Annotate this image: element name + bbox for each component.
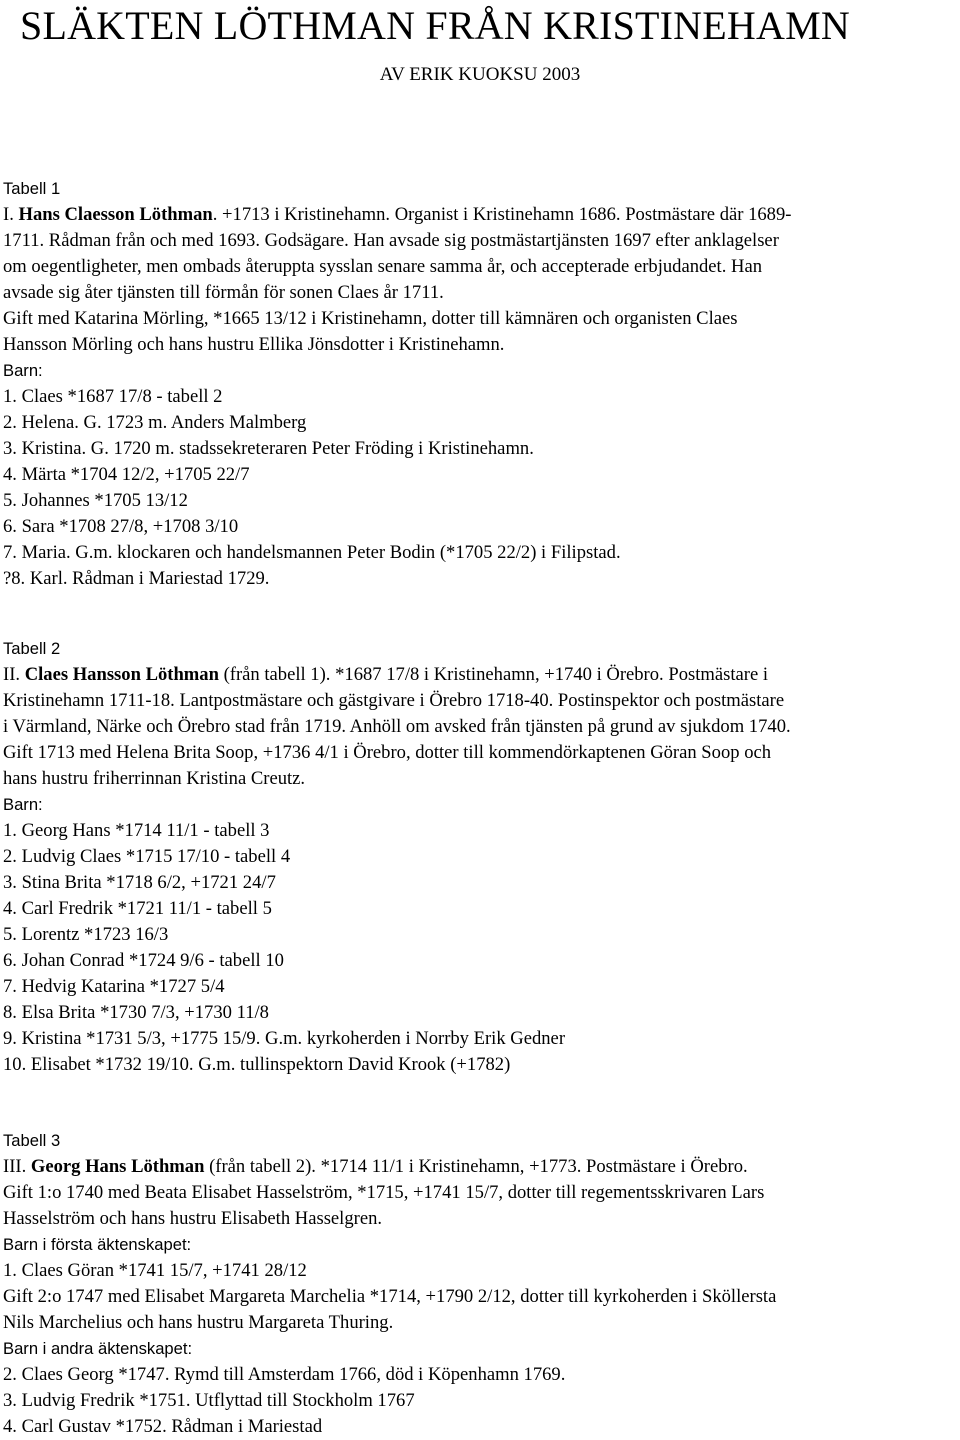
text-run: 5. Lorentz *1723 16/3 <box>3 924 169 945</box>
text-run: Tabell 3 <box>3 1131 61 1150</box>
text-run: 6. Sara *1708 27/8, +1708 3/10 <box>3 516 239 537</box>
text-run: Hansson Mörling och hans hustru Ellika Jönsdotter i Kristinehamn. <box>3 334 505 355</box>
text-run: 9. Kristina *1731 5/3, +1775 15/9. G.m. kyrkoherden i Norrby Erik Gedner <box>3 1028 566 1049</box>
text-run: III. <box>3 1156 31 1177</box>
text-line <box>3 202 956 228</box>
text-line <box>3 1388 956 1414</box>
text-run: 2. Claes Georg *1747. Rymd till Amsterdam 1766, död i Köpenhamn 1769. <box>3 1364 566 1385</box>
text-run: 8. Elsa Brita *1730 7/3, +1730 11/8 <box>3 1002 269 1023</box>
text-line <box>3 740 956 766</box>
text-run: 1. Claes *1687 17/8 - tabell 2 <box>3 386 223 407</box>
text-run: 3. Kristina. G. 1720 m. stadssekreteraren Peter Fröding i Kristinehamn. <box>3 438 534 459</box>
text-line <box>3 1414 956 1440</box>
text-line <box>3 1026 956 1052</box>
text-run: . +1713 i Kristinehamn. Organist i Kristinehamn 1686. Postmästare där 1689- <box>212 204 792 225</box>
text-line <box>3 332 956 358</box>
text-run: 4. Märta *1704 12/2, +1705 22/7 <box>3 464 250 485</box>
text-run: 3. Ludvig Fredrik *1751. Utflyttad till Stockholm 1767 <box>3 1390 415 1411</box>
text-run: i Värmland, Närke och Örebro stad från 1719. Anhöll om avsked från tjänsten på grund av sjukdom 1740. <box>3 716 791 737</box>
person-name: Hans Claesson Löthman <box>18 204 213 225</box>
text-line <box>3 792 956 818</box>
text-line <box>3 1154 956 1180</box>
text-line <box>3 462 956 488</box>
text-run: Gift 1:o 1740 med Beata Elisabet Hasselström, *1715, +1741 15/7, dotter till regementsskrivaren Lars <box>3 1182 765 1203</box>
text-line <box>3 384 956 410</box>
text-line <box>3 228 956 254</box>
text-line <box>3 844 956 870</box>
text-line <box>3 714 956 740</box>
section-tabell-2 <box>3 636 956 1078</box>
text-run: Tabell 2 <box>3 639 61 658</box>
text-line <box>3 818 956 844</box>
text-run: 10. Elisabet *1732 19/10. G.m. tullinspektorn David Krook (+1782) <box>3 1054 511 1075</box>
text-run: 1711. Rådman från och med 1693. Godsägare. Han avsade sig postmästartjänsten 1697 efter anklagelser <box>3 230 779 251</box>
text-line <box>3 358 956 384</box>
text-run: 4. Carl Gustav *1752. Rådman i Mariestad <box>3 1416 323 1437</box>
text-line <box>3 922 956 948</box>
text-run: Barn: <box>3 361 43 380</box>
text-run: 1. Claes Göran *1741 15/7, +1741 28/12 <box>3 1260 307 1281</box>
text-line <box>3 1284 956 1310</box>
text-run: Gift 1713 med Helena Brita Soop, +1736 4/1 i Örebro, dotter till kommendörkaptenen Göran Soop och <box>3 742 772 763</box>
text-line <box>3 488 956 514</box>
text-line <box>3 410 956 436</box>
text-line <box>3 870 956 896</box>
text-run: 4. Carl Fredrik *1721 11/1 - tabell 5 <box>3 898 272 919</box>
text-run: 7. Maria. G.m. klockaren och handelsmannen Peter Bodin (*1705 22/2) i Filipstad. <box>3 542 621 563</box>
text-line <box>3 1310 956 1336</box>
text-run: 2. Helena. G. 1723 m. Anders Malmberg <box>3 412 307 433</box>
text-run: 6. Johan Conrad *1724 9/6 - tabell 10 <box>3 950 284 971</box>
text-run: Gift med Katarina Mörling, *1665 13/12 i Kristinehamn, dotter till kämnären och organisten Claes <box>3 308 738 329</box>
text-run: Tabell 1 <box>3 179 61 198</box>
text-run: I. <box>3 204 19 225</box>
text-run: hans hustru friherrinnan Kristina Creutz. <box>3 768 306 789</box>
text-run: Barn i andra äktenskapet: <box>3 1339 193 1358</box>
text-run: 3. Stina Brita *1718 6/2, +1721 24/7 <box>3 872 276 893</box>
text-line <box>3 662 956 688</box>
text-run: Nils Marchelius och hans hustru Margareta Thuring. <box>3 1312 394 1333</box>
text-run: 1. Georg Hans *1714 11/1 - tabell 3 <box>3 820 270 841</box>
text-line <box>3 1052 956 1078</box>
document-subtitle: AV ERIK KUOKSU 2003 <box>379 64 581 85</box>
text-line <box>3 948 956 974</box>
text-line <box>3 1362 956 1388</box>
text-run: 7. Hedvig Katarina *1727 5/4 <box>3 976 225 997</box>
text-line <box>3 514 956 540</box>
text-run: (från tabell 1). *1687 17/8 i Kristinehamn, +1740 i Örebro. Postmästare i <box>218 664 769 685</box>
section-tabell-3 <box>3 1128 956 1440</box>
document-title: SLÄKTEN LÖTHMAN FRÅN KRISTINEHAMN <box>20 3 850 48</box>
text-line <box>3 766 956 792</box>
section-heading <box>3 1128 956 1154</box>
text-run: avsade sig åter tjänsten till förmån för sonen Claes år 1711. <box>3 282 444 303</box>
text-run: 5. Johannes *1705 13/12 <box>3 490 188 511</box>
text-line <box>3 1232 956 1258</box>
text-line <box>3 254 956 280</box>
text-run: Kristinehamn 1711-18. Lantpostmästare och gästgivare i Örebro 1718-40. Postinspektor och postmästare <box>3 690 785 711</box>
person-name: Georg Hans Löthman <box>30 1156 205 1177</box>
text-run: 2. Ludvig Claes *1715 17/10 - tabell 4 <box>3 846 291 867</box>
text-line <box>3 1180 956 1206</box>
text-run: Hasselström och hans hustru Elisabeth Hasselgren. <box>3 1208 383 1229</box>
person-name: Claes Hansson Löthman <box>24 664 219 685</box>
text-line <box>3 436 956 462</box>
section-heading <box>3 636 956 662</box>
text-run: om oegentligheter, men ombads återuppta sysslan senare samma år, och accepterade erbjudandet. Han <box>3 256 763 277</box>
text-line <box>3 1206 956 1232</box>
text-run: Barn: <box>3 795 43 814</box>
text-line <box>3 1336 956 1362</box>
text-line <box>3 974 956 1000</box>
text-line <box>3 1258 956 1284</box>
text-run: Barn i första äktenskapet: <box>3 1235 192 1254</box>
text-run: II. <box>3 664 25 685</box>
text-line <box>3 540 956 566</box>
section-tabell-1 <box>3 176 956 592</box>
text-line <box>3 896 956 922</box>
text-line <box>3 280 956 306</box>
text-line <box>3 688 956 714</box>
text-run: Gift 2:o 1747 med Elisabet Margareta Marchelia *1714, +1790 2/12, dotter till kyrkoherden i Sköllersta <box>3 1286 777 1307</box>
section-heading <box>3 176 956 202</box>
text-line <box>3 306 956 332</box>
text-line <box>3 1000 956 1026</box>
text-run: ?8. Karl. Rådman i Mariestad 1729. <box>3 568 270 589</box>
text-run: (från tabell 2). *1714 11/1 i Kristinehamn, +1773. Postmästare i Örebro. <box>204 1156 748 1177</box>
text-line <box>3 566 956 592</box>
